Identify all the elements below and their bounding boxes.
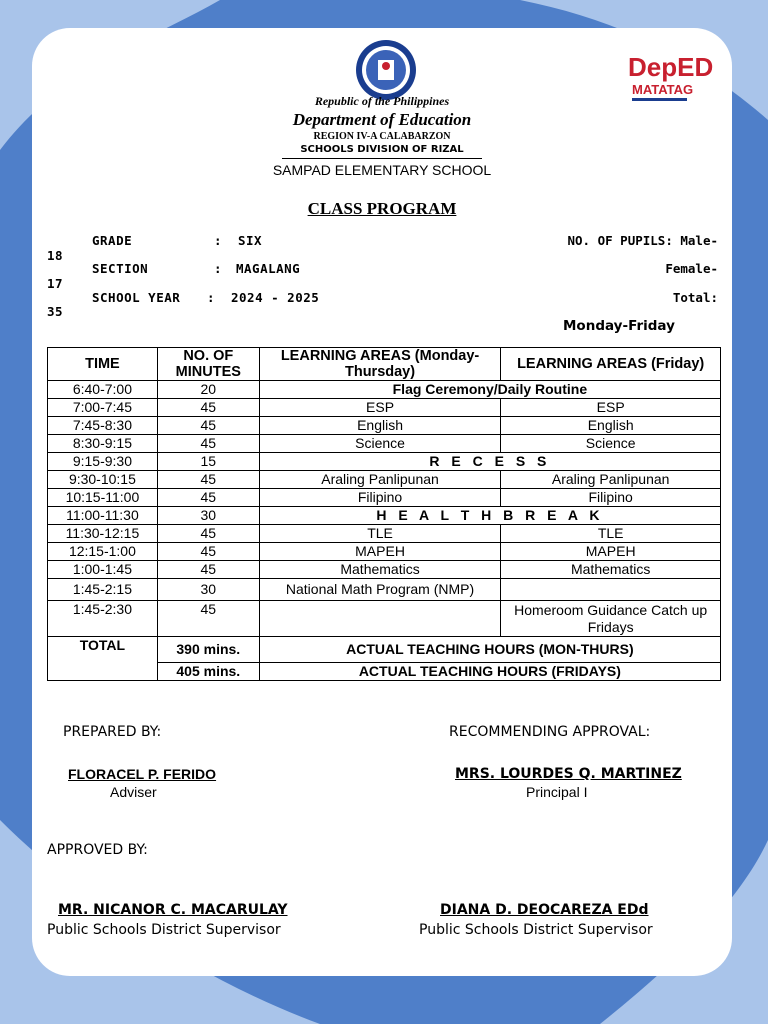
time-cell: 10:15-11:00 xyxy=(48,489,158,507)
minutes-cell: 45 xyxy=(157,417,259,435)
male-count: 18 xyxy=(47,248,64,263)
friday-cell: Homeroom Guidance Catch up Fridays xyxy=(501,601,721,637)
republic-text: Republic of the Philippines xyxy=(314,94,450,108)
supervisor2-name: DIANA D. DEOCAREZA EDd xyxy=(440,902,649,918)
principal-title: Principal I xyxy=(526,784,588,800)
friday-cell: MAPEH xyxy=(501,543,721,561)
region-text: REGION IV-A CALABARZON xyxy=(313,131,451,142)
mon-thu-cell: National Math Program (NMP) xyxy=(259,579,501,601)
friday-cell: ESP xyxy=(501,399,721,417)
header-mon-thu: LEARNING AREAS (Monday-Thursday) xyxy=(259,348,501,381)
mon-thu-cell: ESP xyxy=(259,399,501,417)
page-title: CLASS PROGRAM xyxy=(307,199,457,218)
time-cell: 7:45-8:30 xyxy=(48,417,158,435)
table-row xyxy=(48,453,721,471)
sy-label: SCHOOL YEAR xyxy=(92,290,181,305)
principal-name: MRS. LOURDES Q. MARTINEZ xyxy=(455,766,682,782)
table-row xyxy=(48,435,721,453)
table-row xyxy=(48,601,721,637)
supervisor1-title: Public Schools District Supervisor xyxy=(47,922,281,938)
preparer-title: Adviser xyxy=(110,784,157,800)
deped-logo-text: DepED xyxy=(628,52,714,82)
minutes-cell: 45 xyxy=(157,435,259,453)
days-text: Monday-Friday xyxy=(563,318,675,334)
time-cell: 1:00-1:45 xyxy=(48,561,158,579)
friday-cell: Mathematics xyxy=(501,561,721,579)
female-label: Female- xyxy=(665,261,718,276)
mon-thu-cell: English xyxy=(259,417,501,435)
minutes-cell: 30 xyxy=(157,507,259,525)
supervisor2-title: Public Schools District Supervisor xyxy=(419,922,653,938)
minutes-cell: 45 xyxy=(157,601,259,637)
minutes-cell: 45 xyxy=(157,543,259,561)
section-label: SECTION xyxy=(92,261,149,276)
grade-colon: : xyxy=(214,233,223,248)
minutes-cell: 45 xyxy=(157,525,259,543)
time-cell: 11:30-12:15 xyxy=(48,525,158,543)
department-text: Department of Education xyxy=(292,110,472,129)
matatag-logo-text: MATATAG xyxy=(632,82,694,97)
sy-colon: : xyxy=(207,290,216,305)
minutes-cell: 30 xyxy=(157,579,259,601)
mon-thu-cell: Filipino xyxy=(259,489,501,507)
mon-thu-cell: TLE xyxy=(259,525,501,543)
approved-by-label: APPROVED BY: xyxy=(47,842,148,858)
table-row xyxy=(48,579,721,601)
total-hours-cell: ACTUAL TEACHING HOURS (MON-THURS) xyxy=(259,637,720,663)
friday-cell: English xyxy=(501,417,721,435)
friday-cell: Araling Panlipunan xyxy=(501,471,721,489)
mon-thu-cell: MAPEH xyxy=(259,543,501,561)
mon-thu-cell xyxy=(259,601,501,637)
mon-thu-cell: Science xyxy=(259,435,501,453)
recess-cell: R E C E S S xyxy=(259,453,720,471)
healthbreak-cell: H E A L T H B R E A K xyxy=(259,507,720,525)
section-colon: : xyxy=(214,261,223,276)
time-cell: 9:15-9:30 xyxy=(48,453,158,471)
table-row xyxy=(48,381,721,399)
preparer-name: FLORACEL P. FERIDO xyxy=(68,766,217,782)
friday-cell: Science xyxy=(501,435,721,453)
minutes-cell: 45 xyxy=(157,471,259,489)
total-row xyxy=(48,637,721,663)
total-minutes-cell: 390 mins. xyxy=(157,637,259,663)
header-time: TIME xyxy=(48,348,158,381)
table-header-row xyxy=(48,348,721,381)
deped-seal-icon xyxy=(354,38,418,102)
total-count: 35 xyxy=(47,304,64,319)
mon-thu-cell: Araling Panlipunan xyxy=(259,471,501,489)
header-friday: LEARNING AREAS (Friday) xyxy=(501,348,721,381)
flag-ceremony-cell: Flag Ceremony/Daily Routine xyxy=(259,381,720,399)
header-minutes: NO. OF MINUTES xyxy=(157,348,259,381)
friday-cell: TLE xyxy=(501,525,721,543)
total-minutes-cell: 405 mins. xyxy=(157,663,259,681)
sy-value: 2024 - 2025 xyxy=(231,290,320,305)
time-cell: 12:15-1:00 xyxy=(48,543,158,561)
school-name: SAMPAD ELEMENTARY SCHOOL xyxy=(272,162,492,178)
friday-cell xyxy=(501,579,721,601)
minutes-cell: 45 xyxy=(157,489,259,507)
table-row xyxy=(48,489,721,507)
minutes-cell: 15 xyxy=(157,453,259,471)
time-cell: 8:30-9:15 xyxy=(48,435,158,453)
time-cell: 6:40-7:00 xyxy=(48,381,158,399)
minutes-cell: 45 xyxy=(157,399,259,417)
time-cell: 1:45-2:30 xyxy=(48,601,158,637)
mon-thu-cell: Mathematics xyxy=(259,561,501,579)
document-page xyxy=(32,28,732,976)
friday-cell: Filipino xyxy=(501,489,721,507)
minutes-cell: 45 xyxy=(157,561,259,579)
time-cell: 7:00-7:45 xyxy=(48,399,158,417)
pupils-label: NO. OF PUPILS: Male- xyxy=(567,233,718,248)
time-cell: 1:45-2:15 xyxy=(48,579,158,601)
time-cell: 9:30-10:15 xyxy=(48,471,158,489)
grade-label: GRADE xyxy=(92,233,133,248)
supervisor1-name: MR. NICANOR C. MACARULAY xyxy=(58,902,288,918)
division-text: SCHOOLS DIVISION OF RIZAL xyxy=(300,144,464,155)
prepared-by-label: PREPARED BY: xyxy=(63,724,162,740)
time-cell: 11:00-11:30 xyxy=(48,507,158,525)
minutes-cell: 20 xyxy=(157,381,259,399)
table-row xyxy=(48,507,721,525)
grade-value: SIX xyxy=(238,233,263,248)
total-label-cell: TOTAL xyxy=(48,637,158,681)
table-row xyxy=(48,417,721,435)
recommending-label: RECOMMENDING APPROVAL: xyxy=(449,724,651,740)
total-label: Total: xyxy=(672,290,718,305)
table-row xyxy=(48,471,721,489)
total-hours-cell: ACTUAL TEACHING HOURS (FRIDAYS) xyxy=(259,663,720,681)
class-schedule-table xyxy=(47,347,721,681)
female-count: 17 xyxy=(47,276,64,291)
table-row xyxy=(48,525,721,543)
table-row xyxy=(48,543,721,561)
table-row xyxy=(48,561,721,579)
section-value: MAGALANG xyxy=(236,261,301,276)
table-row xyxy=(48,399,721,417)
header-divider xyxy=(282,158,482,159)
